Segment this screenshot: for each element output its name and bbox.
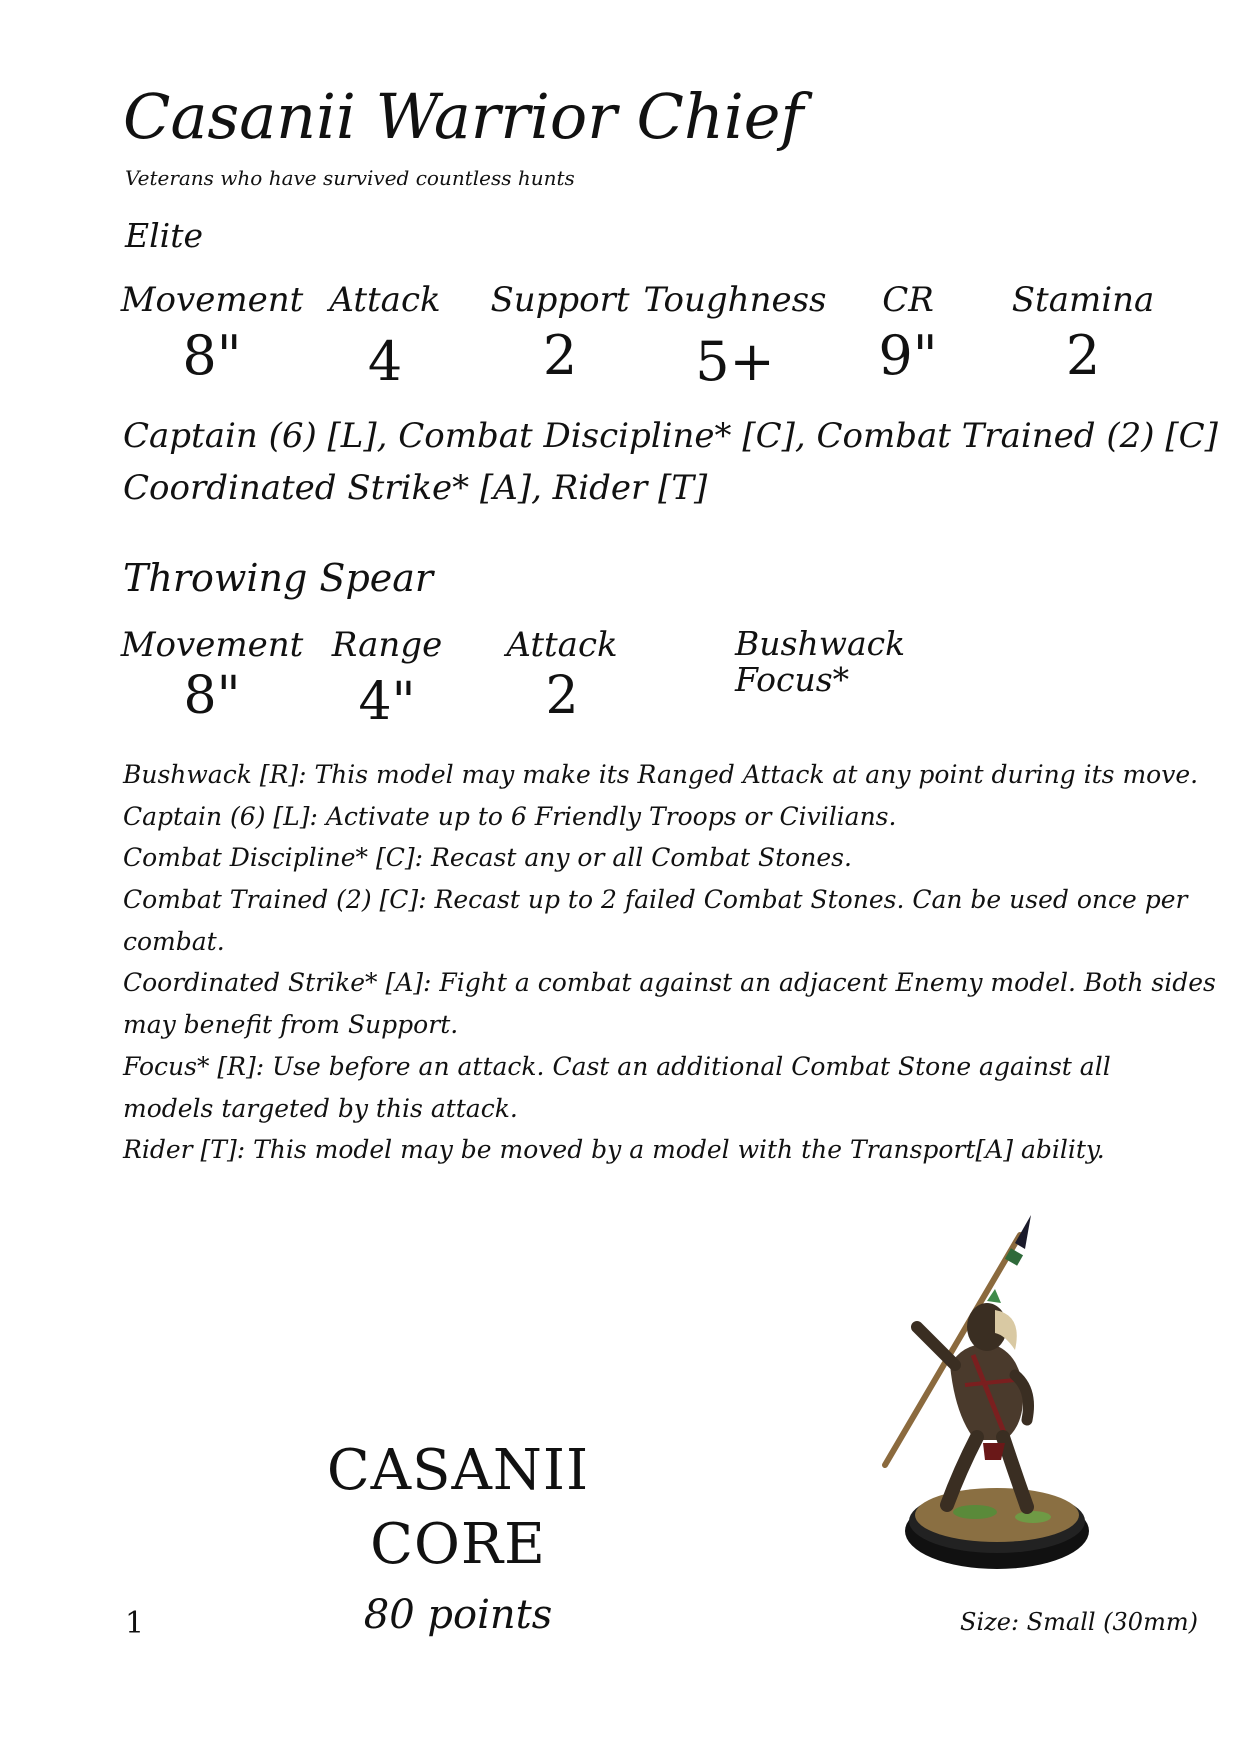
weapon-header-range: Range: [331, 625, 443, 665]
points-cost: 80 points: [363, 1592, 553, 1638]
weapon-header-movement: Movement: [120, 625, 304, 665]
base-size: Size: Small (30mm): [960, 1608, 1198, 1636]
stat-header-movement: Movement: [120, 280, 304, 320]
rule-line: Captain (6) [L]: Activate up to 6 Friendly Troops or Civilians.: [123, 801, 897, 831]
stat-value-toughness: 5+: [695, 330, 775, 393]
faction-list: CORE: [370, 1512, 546, 1577]
weapon-value-attack: 2: [545, 666, 579, 726]
stat-value-movement: 8": [182, 324, 242, 387]
stat-value-support: 2: [542, 324, 578, 387]
unit-title: Casanii Warrior Chief: [123, 80, 804, 153]
miniature-photo: [855, 1215, 1115, 1585]
abilities-line-1: Captain (6) [L], Combat Discipline* [C], Combat Trained (2) [C]: [123, 416, 1218, 456]
abilities-line-2: Coordinated Strike* [A], Rider [T]: [123, 468, 708, 508]
stat-header-attack: Attack: [329, 280, 441, 320]
weapon-name: Throwing Spear: [123, 556, 434, 600]
weapon-value-movement: 8": [183, 666, 241, 726]
rule-line: Coordinated Strike* [A]: Fight a combat against an adjacent Enemy model. Both sides: [123, 968, 1216, 998]
rule-line: Rider [T]: This model may be moved by a model with the Transport[A] ability.: [123, 1135, 1105, 1165]
faction-name: CASANII: [326, 1438, 590, 1503]
stat-value-stamina: 2: [1065, 324, 1101, 387]
stat-value-attack: 4: [367, 330, 403, 393]
stat-header-cr: CR: [882, 280, 934, 320]
rule-line: Combat Discipline* [C]: Recast any or all Combat Stones.: [123, 843, 852, 873]
rule-line: Focus* [R]: Use before an attack. Cast an additional Combat Stone against all: [123, 1051, 1111, 1081]
weapon-value-range: 4": [358, 672, 416, 732]
page-number: 1: [125, 1606, 145, 1641]
stat-value-cr: 9": [878, 324, 938, 387]
weapon-header-attack: Attack: [506, 625, 618, 665]
stat-header-toughness: Toughness: [643, 280, 827, 320]
rule-line: may benefit from Support.: [123, 1010, 459, 1040]
unit-subtitle: Veterans who have survived countless hunts: [125, 166, 575, 190]
rule-line: combat.: [123, 926, 225, 956]
stat-header-support: Support: [490, 280, 630, 320]
rule-line: Combat Trained (2) [C]: Recast up to 2 failed Combat Stones. Can be used once per: [123, 885, 1188, 915]
weapon-rule-bushwack: Bushwack: [735, 624, 906, 663]
rule-line: models targeted by this attack.: [123, 1093, 518, 1123]
weapon-rule-focus: Focus*: [735, 660, 850, 699]
unit-rank: Elite: [125, 216, 203, 255]
stat-header-stamina: Stamina: [1011, 280, 1155, 320]
rules-list: [123, 754, 1216, 1171]
rule-line: Bushwack [R]: This model may make its Ranged Attack at any point during its move.: [123, 760, 1199, 789]
